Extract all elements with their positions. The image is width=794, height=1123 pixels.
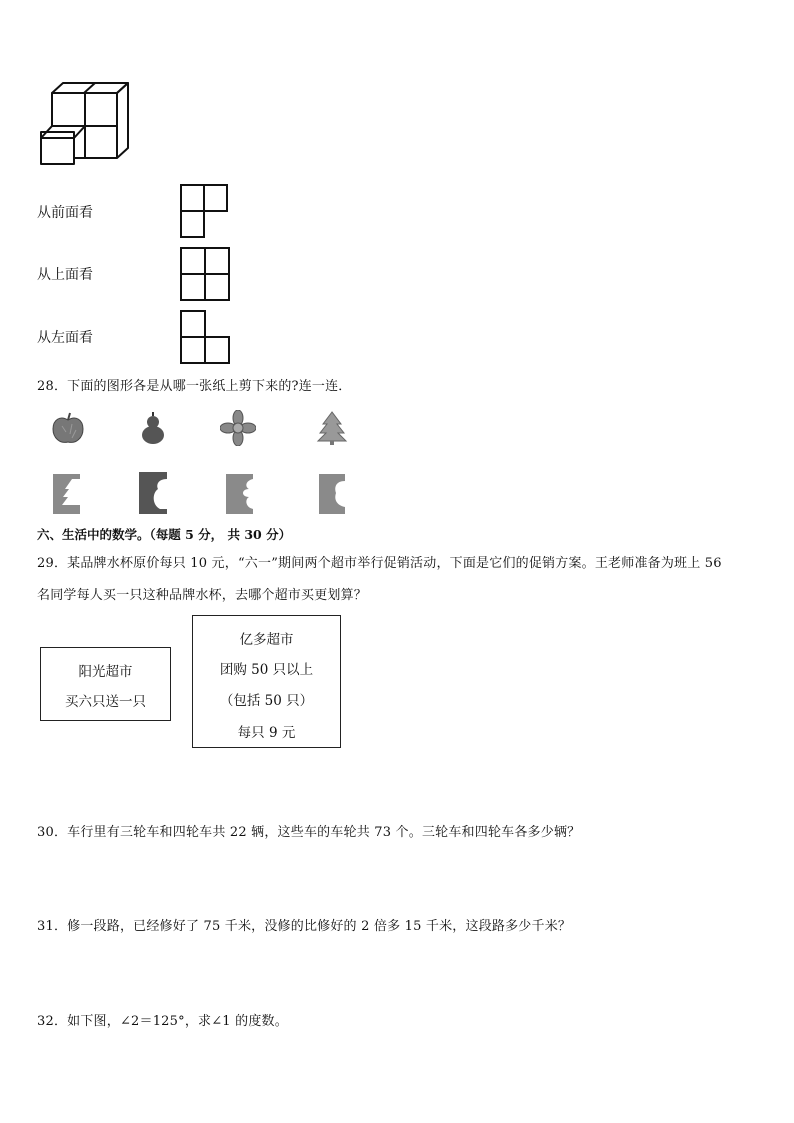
tree-icon bbox=[315, 410, 349, 446]
store-b-name: 亿多超市 bbox=[239, 632, 294, 648]
paper-with-tree-hole bbox=[52, 473, 82, 515]
question-29-line-1: 29．某品牌水杯原价每只 10 元，“六一”期间两个超市举行促销活动，下面是它们的促销方案。王老师准备为班上 56 bbox=[37, 556, 722, 571]
question-28: 28．下面的图形各是从哪一张纸上剪下来的?连一连． bbox=[37, 379, 352, 394]
top-view-diagram bbox=[179, 246, 233, 302]
store-a-name: 阳光超市 bbox=[78, 664, 133, 680]
store-b-line-1: 团购 50 只以上 bbox=[219, 662, 314, 678]
flower-icon bbox=[220, 410, 256, 446]
view-label-front: 从前面看 bbox=[37, 205, 93, 221]
view-label-left: 从左面看 bbox=[37, 330, 93, 346]
front-view-diagram bbox=[179, 183, 231, 239]
gourd-icon bbox=[136, 410, 170, 446]
paper-with-gourd-hole bbox=[138, 471, 170, 515]
left-view-diagram bbox=[179, 309, 233, 365]
section-6-heading: 六、生活中的数学。（每题 5 分， 共 30 分） bbox=[37, 527, 292, 542]
store-b-box bbox=[192, 615, 341, 748]
question-29-line-2: 名同学每人买一只这种品牌水杯，去哪个超市买更划算？ bbox=[37, 588, 368, 603]
store-b-line-2: （包括 50 只） bbox=[219, 693, 314, 709]
view-label-top: 从上面看 bbox=[37, 267, 93, 283]
question-30: 30．车行里有三轮车和四轮车共 22 辆，这些车的车轮共 73 个。三轮车和四轮车各多少辆？ bbox=[37, 825, 581, 840]
paper-with-apple-hole bbox=[318, 473, 348, 515]
question-31: 31．修一段路，已经修好了 75 千米，没修的比修好的 2 倍多 15 千米，这段路多少千米？ bbox=[37, 919, 572, 934]
store-b-line-3: 每只 9 元 bbox=[237, 725, 296, 741]
cube-figure bbox=[38, 80, 138, 165]
paper-with-flower-hole bbox=[225, 473, 255, 515]
store-a-box bbox=[40, 647, 171, 721]
apple-icon bbox=[50, 412, 86, 446]
store-a-offer: 买六只送一只 bbox=[65, 694, 146, 710]
question-32: 32．如下图，∠2＝125°，求∠1 的度数。 bbox=[37, 1014, 288, 1029]
